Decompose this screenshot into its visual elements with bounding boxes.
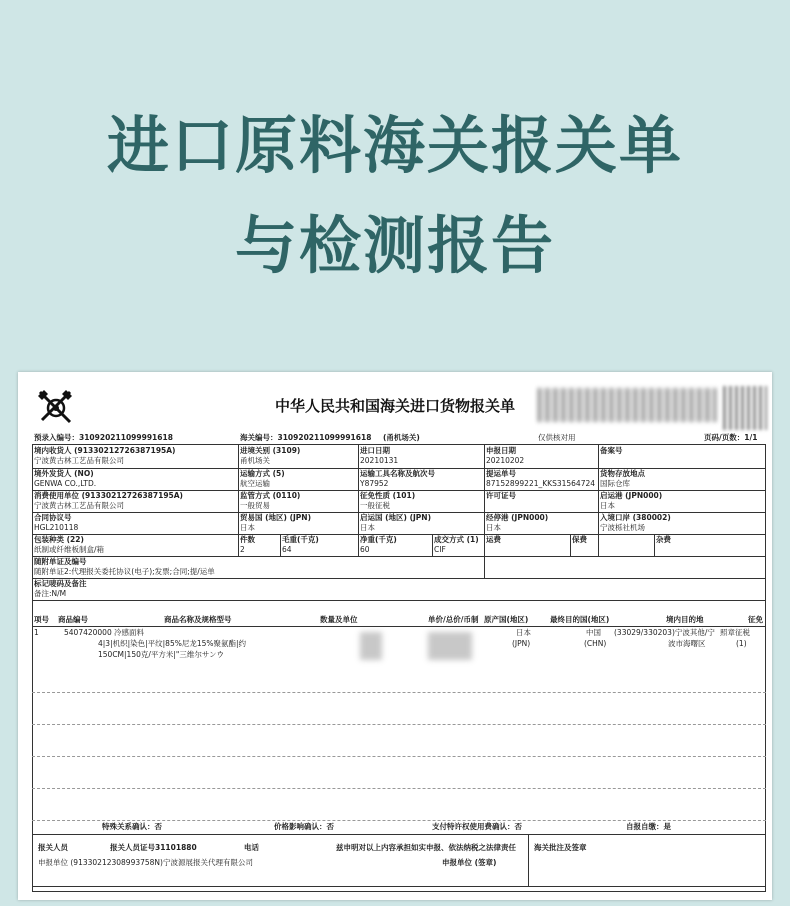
declaration-date-value: 20210202: [486, 456, 525, 465]
declaration-date-label: 申报日期: [486, 446, 516, 455]
hero-title-line1: 进口原料海关报关单: [106, 109, 683, 182]
blurred-quantity: [360, 632, 382, 660]
goods-hs-code: 5407420000: [64, 628, 112, 637]
col-origin: 原产国(地区): [484, 615, 529, 624]
entry-port-value: 甬机场关: [240, 456, 270, 465]
declarant-label: 报关人员: [38, 843, 68, 852]
trade-country-value: 日本: [240, 523, 255, 532]
customs-declaration-form: [18, 372, 772, 900]
package-type-value: 纸制或纤维板制盒/箱: [34, 545, 105, 554]
record-number-label: 备案号: [600, 446, 623, 455]
declaration-statement: 兹申明对以上内容承担如实申报、依法纳税之法律责任: [336, 843, 516, 852]
col-goods-name: 商品名称及规格型号: [164, 615, 232, 624]
gross-weight-value: 64: [282, 545, 292, 554]
phone-label: 电话: [244, 843, 259, 852]
attached-docs-label: 随附单证及编号: [34, 557, 87, 566]
col-exemption: 征免: [748, 615, 763, 624]
transport-mode-value: 航空运输: [240, 479, 270, 488]
col-final-dest: 最终目的国(地区): [550, 615, 610, 624]
entry-checkpoint-value: 宁波栎社机场: [600, 523, 645, 532]
hero-title-line2: 与检测报告: [234, 209, 555, 282]
goods-spec-line2: 150CM|150克/平方米|"三维尔サンウ: [98, 650, 224, 659]
tax-nature-label: 征免性质 (101): [360, 491, 416, 500]
net-weight-label: 净重(千克): [360, 535, 397, 544]
misc-fee-label: 杂费: [656, 535, 671, 544]
supervision-mode-label: 监管方式 (0110): [240, 491, 301, 500]
consumer-unit-value: 宁波黄古林工艺品有限公司: [34, 501, 124, 510]
transit-port-value: 日本: [486, 523, 501, 532]
col-quantity: 数量及单位: [320, 615, 358, 624]
consignee-value: 宁波黄古林工艺品有限公司: [34, 456, 124, 465]
price-influence: 价格影响确认：否: [274, 822, 334, 831]
trade-country-label: 贸易国 (地区) (JPN): [240, 513, 311, 522]
marks-label: 标记唛码及备注: [34, 579, 87, 588]
special-relation: 特殊关系确认：否: [102, 822, 162, 831]
customs-office-short: (甬机场关): [383, 433, 420, 442]
pre-entry-number: 预录入编号：310920211099991618: [34, 433, 173, 442]
customs-remarks-label: 海关批注及签章: [534, 843, 587, 852]
royalty-confirmation: 支付特许权使用费确认：否: [432, 822, 522, 831]
supervision-mode-value: 一般贸易: [240, 501, 270, 510]
import-date-label: 进口日期: [360, 446, 390, 455]
goods-domestic-dest-2: 波市海曙区: [668, 639, 706, 648]
package-type-label: 包装种类 (22): [34, 535, 84, 544]
verify-only-note: 仅供核对用: [538, 433, 576, 442]
customs-number: 海关编号：310920211099991618: [240, 433, 372, 442]
entry-checkpoint-label: 入境口岸 (380002): [600, 513, 671, 522]
hero-banner: [0, 0, 790, 360]
gross-weight-label: 毛重(千克): [282, 535, 319, 544]
pieces-value: 2: [240, 545, 245, 554]
departure-port-label: 启运港 (JPN000): [600, 491, 663, 500]
transport-mode-label: 运输方式 (5): [240, 469, 285, 478]
origin-country-label: 启运国 (地区) (JPN): [360, 513, 431, 522]
qr-code: [723, 386, 767, 430]
goods-domestic-dest: (33029/330203)宁波其他/宁: [614, 628, 715, 637]
consumer-unit-label: 消费使用单位 (91330212726387195A): [34, 491, 183, 500]
goods-exemption-code: (1): [736, 639, 747, 648]
col-price: 单价/总价/币制: [428, 615, 479, 624]
import-date-value: 20210131: [360, 456, 399, 465]
departure-port-value: 日本: [600, 501, 615, 510]
declaring-unit: 申报单位 (91330212308993758N)宁波源展报关代理有限公司: [38, 858, 253, 867]
barcode: [538, 388, 716, 422]
consignor-label: 境外发货人 (NO): [34, 469, 94, 478]
page-number: 页码/页数：1/1: [704, 433, 758, 442]
goods-dest-country: 中国: [586, 628, 601, 637]
bill-of-lading-value: 87152899221_KKS31564724: [486, 479, 596, 488]
declaring-unit-sign: 申报单位 (签章): [442, 858, 497, 867]
license-label: 许可证号: [486, 491, 516, 500]
vessel-label: 运输工具名称及航次号: [360, 469, 435, 478]
self-report: 自报自缴：是: [626, 822, 671, 831]
contract-no-value: HGL210118: [34, 523, 79, 532]
goods-dest-code: (CHN): [584, 639, 607, 648]
consignee-label: 境内收货人 (91330212726387195A): [34, 446, 176, 455]
contract-no-label: 合同协议号: [34, 513, 72, 522]
transaction-mode-value: CIF: [434, 545, 446, 554]
col-item-no: 项号: [34, 615, 49, 624]
entry-port-label: 进境关别 (3109): [240, 446, 301, 455]
net-weight-value: 60: [360, 545, 370, 554]
storage-place-value: 国际仓库: [600, 479, 630, 488]
transaction-mode-label: 成交方式 (1): [434, 535, 479, 544]
origin-country-value: 日本: [360, 523, 375, 532]
pieces-label: 件数: [240, 535, 255, 544]
goods-item-no: 1: [34, 628, 39, 637]
form-title: 中华人民共和国海关进口货物报关单: [274, 397, 515, 415]
consignor-value: GENWA CO.,LTD.: [34, 479, 97, 488]
vessel-value: Y87952: [360, 479, 389, 488]
bill-of-lading-label: 提运单号: [486, 469, 516, 478]
col-hs-code: 商品编号: [58, 615, 88, 624]
freight-label: 运费: [486, 535, 501, 544]
tax-nature-value: 一般征税: [360, 501, 390, 510]
goods-spec-line1: 4|3|机织|染色|平纹|85%尼龙15%聚氨酯|约: [98, 639, 247, 648]
goods-exemption: 照章征税: [720, 628, 750, 637]
storage-place-label: 货物存放地点: [600, 469, 645, 478]
attached-docs-value: 随附单证2:代理报关委托协议(电子);发票;合同;提/运单: [34, 567, 215, 576]
blurred-price: [428, 632, 472, 660]
goods-origin: 日本: [516, 628, 531, 637]
goods-origin-code: (JPN): [512, 639, 531, 648]
transit-port-label: 经停港 (JPN000): [486, 513, 549, 522]
declarant-cert: 报关人员证号31101880: [110, 843, 197, 852]
col-domestic-dest: 境内目的地: [666, 615, 704, 624]
insurance-label: 保费: [572, 535, 587, 544]
marks-value: 备注:N/M: [34, 589, 67, 598]
goods-name: 冷感面料: [114, 628, 144, 637]
